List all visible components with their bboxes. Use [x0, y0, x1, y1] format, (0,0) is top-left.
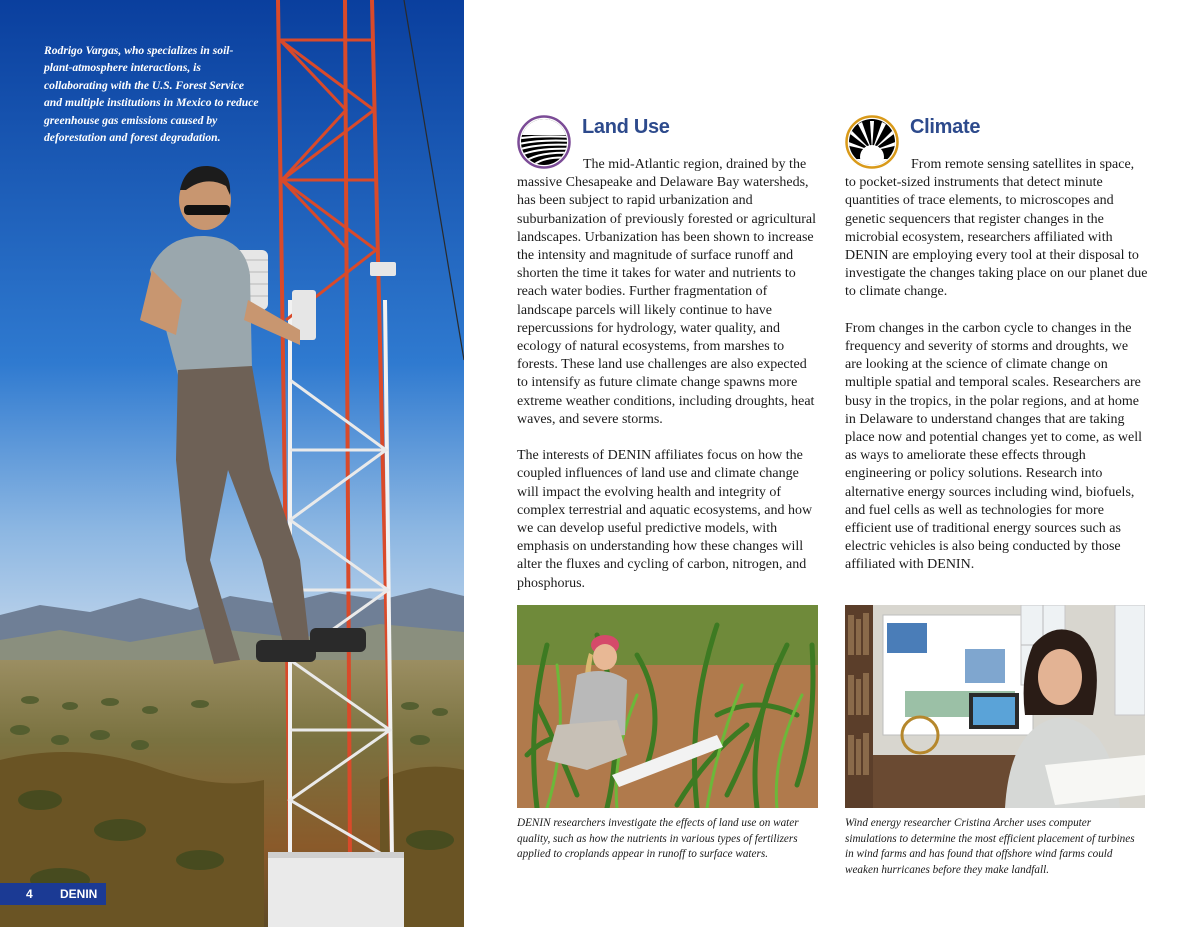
climate-body: [845, 156, 1148, 575]
page-number: 4: [26, 887, 33, 901]
corn-field-photo: [517, 605, 818, 808]
climate-paragraph-2: From changes in the carbon cycle to changes in the frequency and severity of storms and droughts, we are looking at the science of climate change on multiple spatial and temporal scales. Researchers are busy in the tropics, in the polar regions, and at home in Delaware to understand changes that are taking place now and potential changes yet to come, as well as ways to ameliorate these effects through engineering or policy solutions. Research into alternative energy sources including wind, biofuels, and fuel cells as well as technologies for more efficient use of traditional energy sources such as electric vehicles is also being conducted by those affiliated with DENIN.: [845, 320, 1143, 573]
page-footer-tab: [0, 883, 106, 905]
researcher-office-photo: [845, 605, 1145, 808]
researcher-office-caption: Wind energy researcher Cristina Archer uses computer simulations to determine the most efficient placement of turbines in wind farms and has found that offshore wind farms could weaken hurricanes before they make landfall.: [845, 817, 1135, 876]
corn-field-caption: DENIN researchers investigate the effects of land use on water quality, such as how the nutrients in various types of fertilizers applied to croplands appear in runoff to surface waters.: [517, 817, 799, 861]
researcher-tower-photo: [0, 0, 464, 927]
land-use-paragraph-2: The interests of DENIN affiliates focus on how the coupled influences of land use and climate change will impact the evolving health and integrity of complex terrestrial and aquatic ecosystems, and how we can develop useful predictive models, with emphasis on understanding how these changes will alter the fluxes and cycling of carbon, nitrogen, and phosphorus.: [517, 448, 813, 591]
publication-name: DENIN: [60, 887, 98, 901]
climate-paragraph-1: From remote sensing satellites in space, to pocket-sized instruments that detect minute quantities of trace elements, to microscopes and genetic sequencers that register changes in the microbial ecosystem, researchers affiliated with DENIN are employing every tool at their disposal to investigate the changes taking place on our planet due to climate change.: [845, 157, 1148, 300]
left-photo-caption: Rodrigo Vargas, who specializes in soil-plant-atmosphere interactions, is collaborating with the U.S. Forest Service and multiple institutions in Mexico to reduce greenhouse gas emissions caused by deforestation and forest degradation.: [44, 44, 259, 145]
land-use-heading: Land Use: [582, 116, 670, 138]
land-use-paragraph-1: The mid-Atlantic region, drained by the massive Chesapeake and Delaware Bay watersheds, has been subject to rapid urbanization and suburbanization of previously forested or agricultural landscapes. Urbanization has been shown to increase the intensity and magnitude of surface runoff and shorten the time it takes for water and nutrients to reach water bodies. Further fragmentation of landscape parcels will likely continue to have repercussions for hydrology, water quality, and ecology of natural ecosystems, from marshes to forests. These land use challenges are also expected to intensify as future climate change spawns more extreme weather conditions, including droughts, heat waves, and severe storms.: [517, 157, 816, 427]
land-use-body: [517, 156, 821, 593]
climate-heading: Climate: [910, 116, 981, 138]
